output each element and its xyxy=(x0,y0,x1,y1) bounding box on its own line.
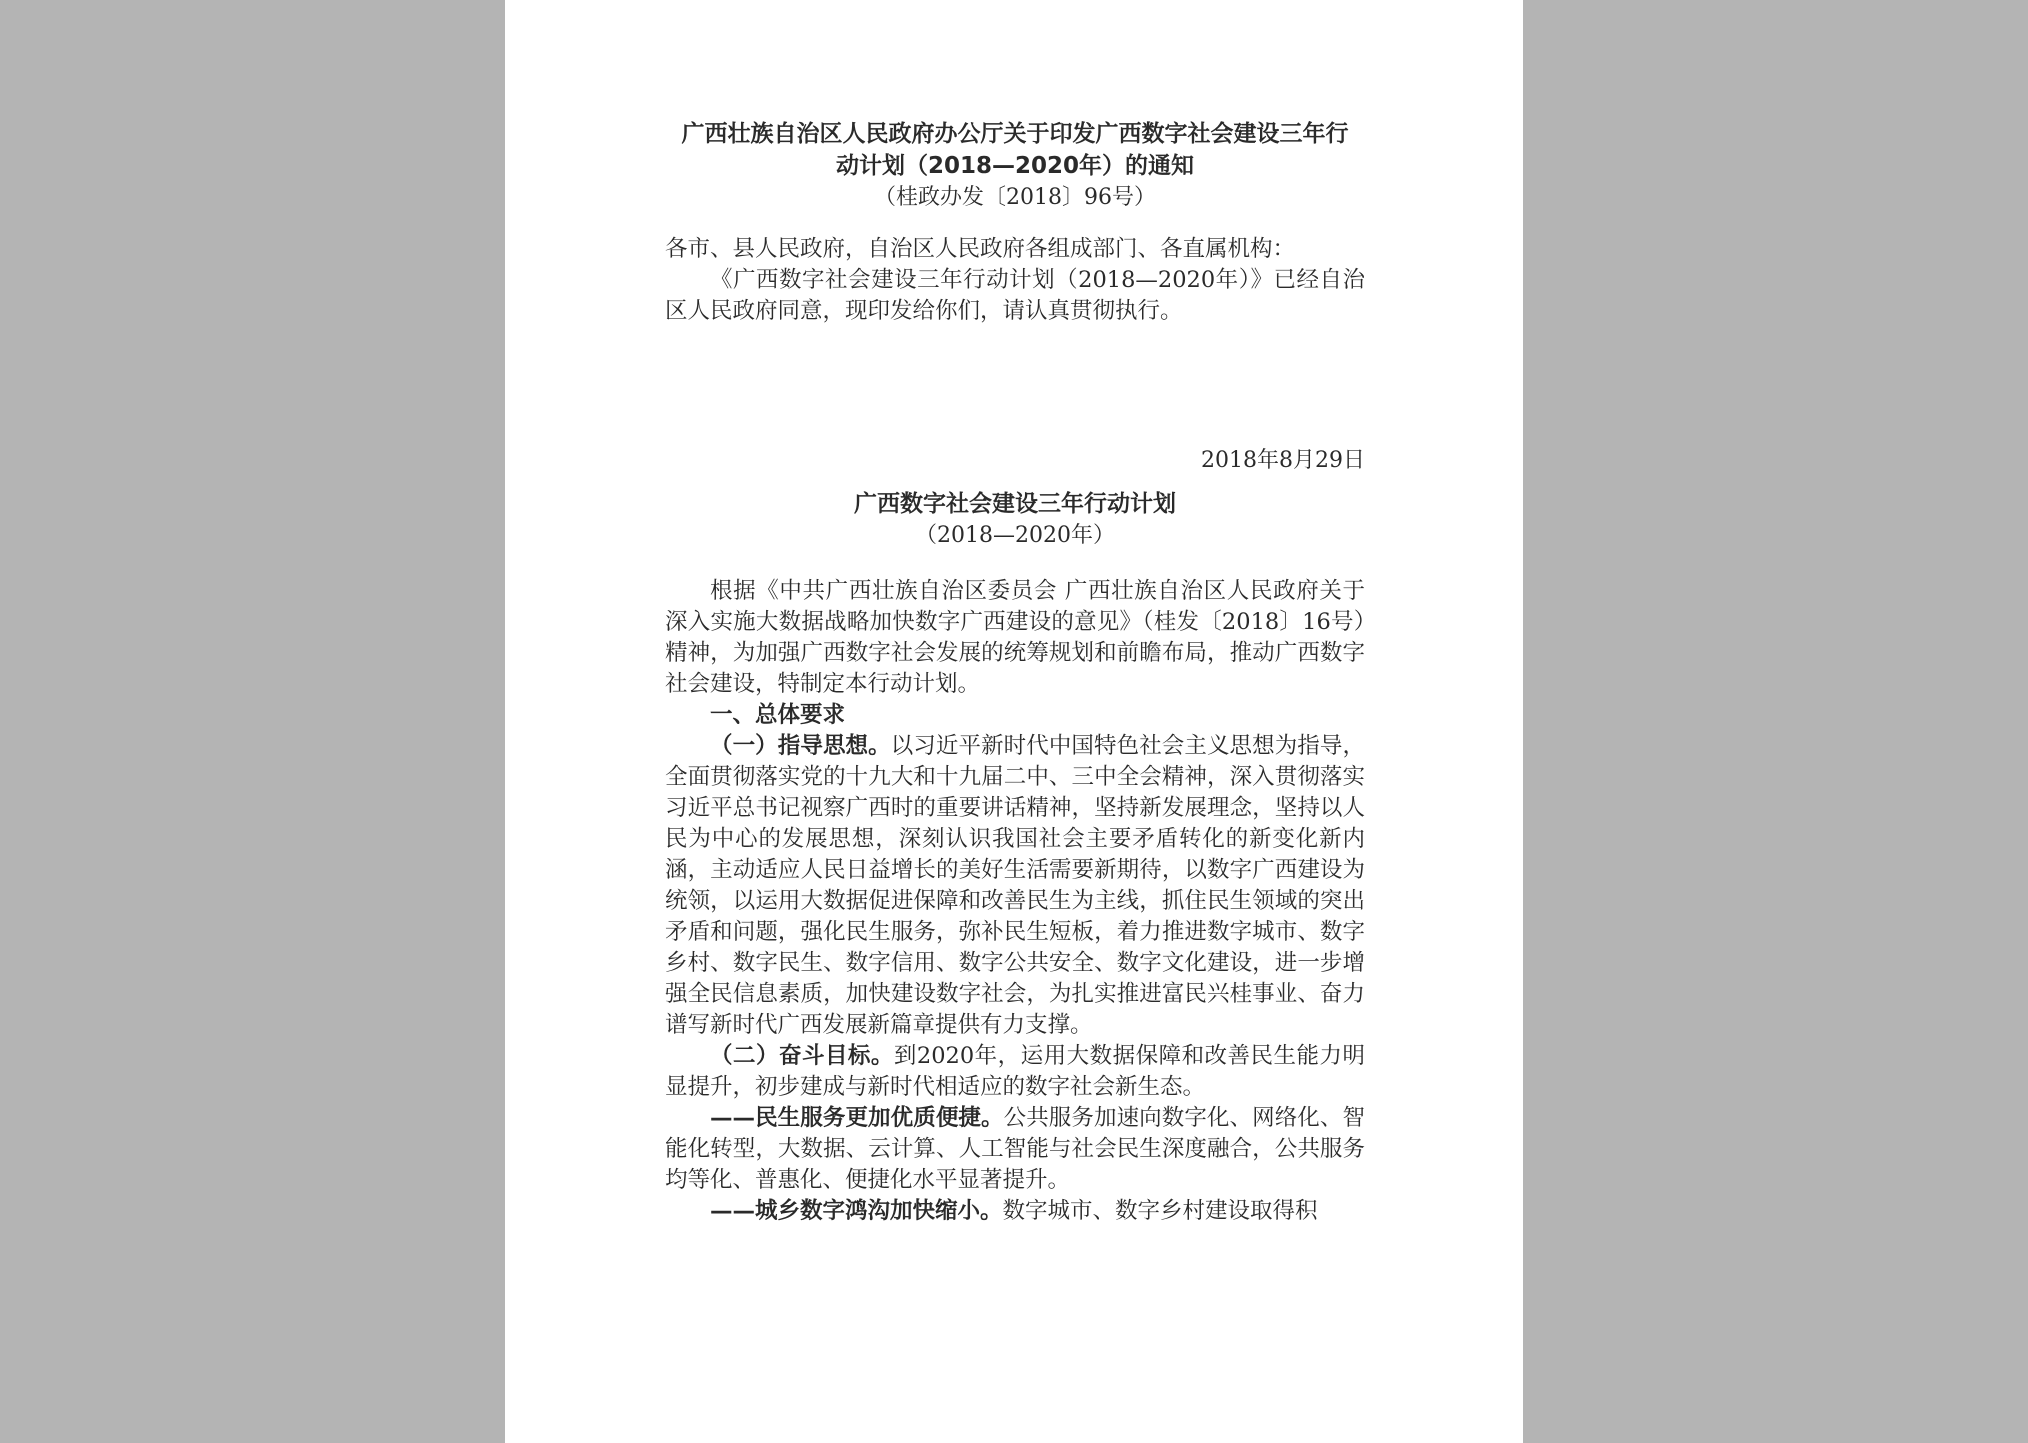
guiding-ideology-label: （一）指导思想。 xyxy=(710,733,891,759)
goals-text: 到2020年，运用大数据保障和改善民生能力明显提升，初步建成与新时代相适应的数字社会新生态。 xyxy=(665,1043,1365,1100)
document-page xyxy=(505,0,1523,1443)
notice-body: 《广西数字社会建设三年行动计划（2018—2020年）》已经自治区人民政府同意，现印发给你们，请认真贯彻执行。 xyxy=(665,267,1365,324)
plan-intro: 根据《中共广西壮族自治区委员会 广西壮族自治区人民政府关于深入实施大数据战略加快数字广西建设的意见》（桂发〔2018〕16号）精神，为加强广西数字社会发展的统筹规划和前瞻布局，推动广西数字社会建设，特制定本行动计划。 xyxy=(665,578,1365,697)
guiding-ideology-paragraph xyxy=(665,731,1365,1041)
notice-title-line-1: 广西壮族自治区人民政府办公厅关于印发广西数字社会建设三年行 xyxy=(681,121,1349,147)
document-number: （桂政办发〔2018〕96号） xyxy=(874,185,1156,210)
notice-title-line-2: 动计划（2018—2020年）的通知 xyxy=(835,153,1195,179)
public-service-label: ——民生服务更加优质便捷。 xyxy=(710,1105,1004,1131)
goals-label: （二）奋斗目标。 xyxy=(710,1043,894,1069)
digital-divide-label: ——城乡数字鸿沟加快缩小。 xyxy=(710,1198,1003,1224)
digital-divide-text: 数字城市、数字乡村建设取得积 xyxy=(1002,1198,1318,1224)
plan-years: （2018—2020年） xyxy=(915,523,1115,548)
goals-paragraph xyxy=(665,1041,1365,1103)
section-heading-general-requirements: 一、总体要求 xyxy=(710,702,846,728)
public-service-paragraph xyxy=(665,1103,1365,1196)
digital-divide-paragraph xyxy=(665,1196,1365,1227)
public-service-text: 公共服务加速向数字化、网络化、智能化转型，大数据、云计算、人工智能与社会民生深度融合，公共服务均等化、普惠化、便捷化水平显著提升。 xyxy=(665,1105,1365,1193)
guiding-ideology-text: 以习近平新时代中国特色社会主义思想为指导，全面贯彻落实党的十九大和十九届二中、三中全会精神，深入贯彻落实习近平总书记视察广西时的重要讲话精神，坚持新发展理念，坚持以人民为中心的发展思想，深刻认识我国社会主要矛盾转化的新变化新内涵，主动适应人民日益增长的美好生活需要新期待，以数字广西建设为统领，以运用大数据促进保障和改善民生为主线，抓住民生领域的突出矛盾和问题，强化民生服务，弥补民生短板，着力推进数字城市、数字乡村、数字民生、数字信用、数字公共安全、数字文化建设，进一步增强全民信息素质，加快建设数字社会，为扎实推进富民兴桂事业、奋力谱写新时代广西发展新篇章提供有力支撑。 xyxy=(665,733,1365,1038)
plan-title: 广西数字社会建设三年行动计划 xyxy=(854,491,1176,517)
issue-date: 2018年8月29日 xyxy=(1201,448,1365,473)
addressee-line: 各市、县人民政府，自治区人民政府各组成部门、各直属机构： xyxy=(665,236,1296,262)
